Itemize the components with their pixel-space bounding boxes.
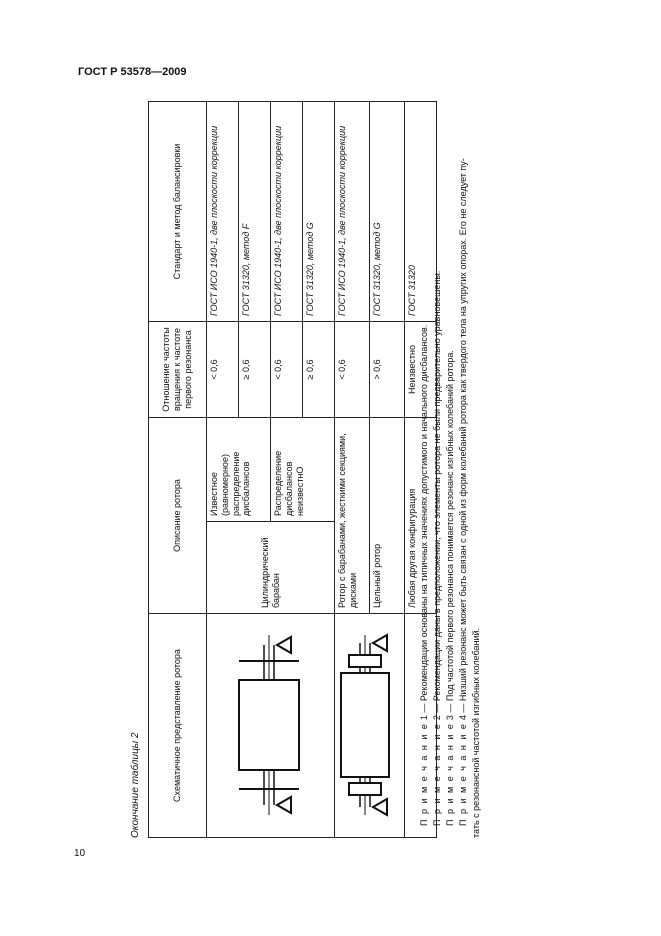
ratio-4: ≥ 0,6 xyxy=(303,321,335,417)
ratio-7: Неизвестно xyxy=(404,321,436,417)
ratio-1: < 0,6 xyxy=(207,321,239,417)
drum-rotor-diagram xyxy=(209,616,329,836)
schematic-drum-rotor xyxy=(207,614,335,838)
page-number: 10 xyxy=(74,848,86,859)
desc-drums-disks: Ротор с барабанами, жесткими секциями, дисками xyxy=(335,417,370,613)
header-standard: Стандарт и метод балансировки xyxy=(149,101,207,321)
standard-6: ГОСТ 31320, метод G xyxy=(369,101,404,321)
desc-unknown-distribution: Распределение дисбалансов неизвестнО xyxy=(271,417,335,521)
ratio-3: < 0,6 xyxy=(271,321,303,417)
ratio-6: > 0,6 xyxy=(369,321,404,417)
left-disk xyxy=(349,784,381,796)
desc-cylindrical-drum: Цилиндрический барабан xyxy=(207,522,335,614)
ratio-2: ≥ 0,6 xyxy=(239,321,271,417)
desc-any-other: Любая другая конфигурация xyxy=(404,417,436,613)
table-notes xyxy=(418,102,483,838)
table-caption: Окончание таблицы 2 xyxy=(130,732,141,838)
standard-2: ГОСТ 31320, метод F xyxy=(239,101,271,321)
desc-solid-rotor: Цельный ротор xyxy=(369,417,404,613)
right-support-icon xyxy=(373,636,387,652)
right-support-icon xyxy=(277,638,291,654)
desc-known-distribution: Известное (равномерное) распределение дисбалансов xyxy=(207,417,271,521)
document-header: ГОСТ Р 53578—2009 xyxy=(78,66,187,78)
note-1: П р и м е ч а н и е 1 — Рекомендации основаны на типичных значениях допустимого и начального дисбалансов. xyxy=(419,324,429,826)
ratio-5: < 0,6 xyxy=(335,321,370,417)
standard-7: ГОСТ 31320 xyxy=(404,101,436,321)
drum-body xyxy=(239,681,299,771)
right-disk xyxy=(349,656,381,668)
note-4-continuation: тать с резонансной частотой изгибных колебаний. xyxy=(471,627,482,838)
note-3: П р и м е ч а н и е 3 — Под частотой первого резонанса понимается резонанс изгибных колебаний ротора. xyxy=(445,350,456,826)
note-4: П р и м е ч а н и е 4 — Низший резонанс может быть связан с одной из форм колебаний ротора как твердого тела на упругих опорах. Его не следует пу- xyxy=(458,158,469,826)
standard-3: ГОСТ ИСО 1940-1, две плоскости коррекции xyxy=(271,101,303,321)
standard-4: ГОСТ 31320, метод G xyxy=(303,101,335,321)
rotor-body xyxy=(341,674,389,778)
schematic-disk-rotor xyxy=(335,614,405,838)
balancing-table xyxy=(148,101,437,838)
header-ratio: Отношение частоты вращения к частоте первого резонанса xyxy=(149,321,207,417)
standard-5: ГОСТ ИСО 1940-1, две плоскости коррекции xyxy=(335,101,370,321)
standard-1: ГОСТ ИСО 1940-1, две плоскости коррекции xyxy=(207,101,239,321)
header-description: Описание ротора xyxy=(149,417,207,613)
left-support-icon xyxy=(373,800,387,816)
disk-rotor-diagram xyxy=(335,616,401,836)
header-schematic: Схематичное представление ротора xyxy=(149,614,207,838)
left-support-icon xyxy=(277,798,291,814)
note-2: П р и м е ч а н и е 2 — Рекомендации даны в предположении, что элементы ротора не были предварительно уравновешены. xyxy=(432,270,443,826)
rotated-table-area xyxy=(130,98,530,838)
